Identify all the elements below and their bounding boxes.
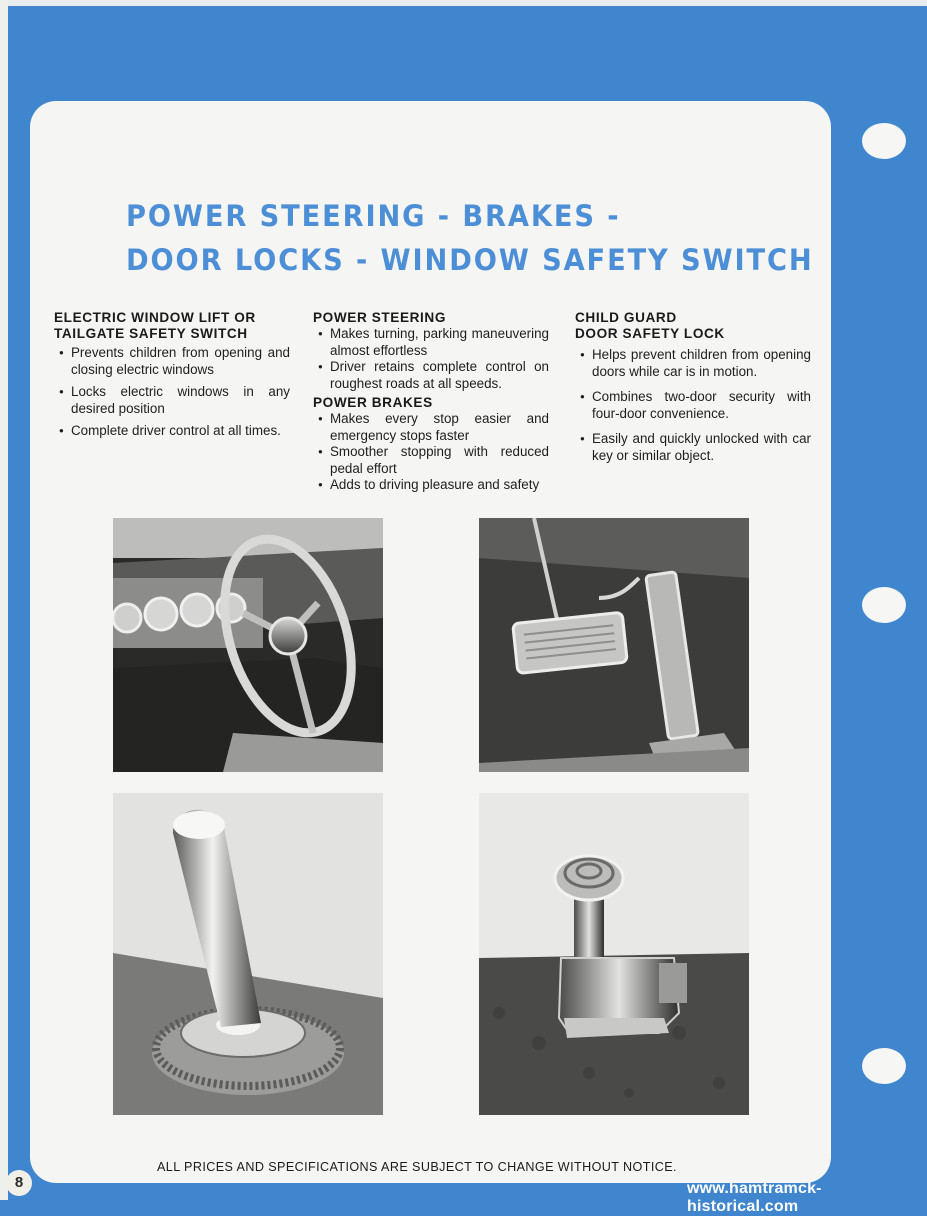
window-switch-heading-line-1: ELECTRIC WINDOW LIFT OR xyxy=(54,310,256,325)
steering-wheel-photo xyxy=(113,518,383,772)
window-switch-heading-line-2: TAILGATE SAFETY SWITCH xyxy=(54,326,248,341)
binder-hole xyxy=(862,1048,906,1084)
list-item: ● Easily and quickly unlocked with car key or similar object. xyxy=(575,431,811,464)
power-brakes-list xyxy=(313,411,549,494)
list-item: ● Makes every stop easier and emergency stops faster xyxy=(313,411,549,444)
title-line-2: DOOR LOCKS - WINDOW SAFETY SWITCH xyxy=(126,243,814,277)
toggle-switch-icon xyxy=(113,793,383,1115)
list-item: ● Complete driver control at all times. xyxy=(54,423,290,440)
list-item: ● Makes turning, parking maneuvering almost effortless xyxy=(313,326,549,359)
child-guard-heading-line-1: CHILD GUARD xyxy=(575,310,677,325)
window-switch-heading xyxy=(54,310,290,342)
list-item: ● Helps prevent children from opening doors while car is in motion. xyxy=(575,347,811,380)
binder-hole xyxy=(862,123,906,159)
brake-pedal-icon xyxy=(479,518,749,772)
page-top-edge xyxy=(0,0,927,6)
steering-wheel-icon xyxy=(113,518,383,772)
list-item: ● Combines two-door security with four-door convenience. xyxy=(575,389,811,422)
power-steering-list xyxy=(313,326,549,392)
power-brakes-heading: POWER BRAKES xyxy=(313,395,433,410)
door-lock-photo xyxy=(479,793,749,1115)
window-switch-list xyxy=(54,345,290,440)
footer-note: ALL PRICES AND SPECIFICATIONS ARE SUBJECT TO CHANGE WITHOUT NOTICE. xyxy=(157,1160,677,1174)
list-item: ● Adds to driving pleasure and safety xyxy=(313,477,549,494)
watermark: www.hamtramck-historical.com xyxy=(687,1180,822,1215)
binder-hole xyxy=(862,587,906,623)
child-guard-heading xyxy=(575,310,811,342)
page-number: 8 xyxy=(6,1170,32,1196)
door-lock-icon xyxy=(479,793,749,1115)
list-item: ● Smoother stopping with reduced pedal effort xyxy=(313,444,549,477)
power-steering-brakes-column xyxy=(313,310,549,494)
list-item: ● Locks electric windows in any desired position xyxy=(54,384,290,417)
list-item: ● Driver retains complete control on roughest roads at all speeds. xyxy=(313,359,549,392)
window-switch-column xyxy=(54,310,290,446)
child-guard-list xyxy=(575,347,811,464)
list-item: ● Prevents children from opening and closing electric windows xyxy=(54,345,290,378)
page-left-edge xyxy=(0,0,8,1200)
brake-pedal-photo xyxy=(479,518,749,772)
page-title xyxy=(126,194,814,282)
power-steering-heading: POWER STEERING xyxy=(313,310,447,325)
toggle-switch-photo xyxy=(113,793,383,1115)
title-line-1: POWER STEERING - BRAKES - xyxy=(126,199,621,233)
child-guard-column xyxy=(575,310,811,473)
child-guard-heading-line-2: DOOR SAFETY LOCK xyxy=(575,326,725,341)
